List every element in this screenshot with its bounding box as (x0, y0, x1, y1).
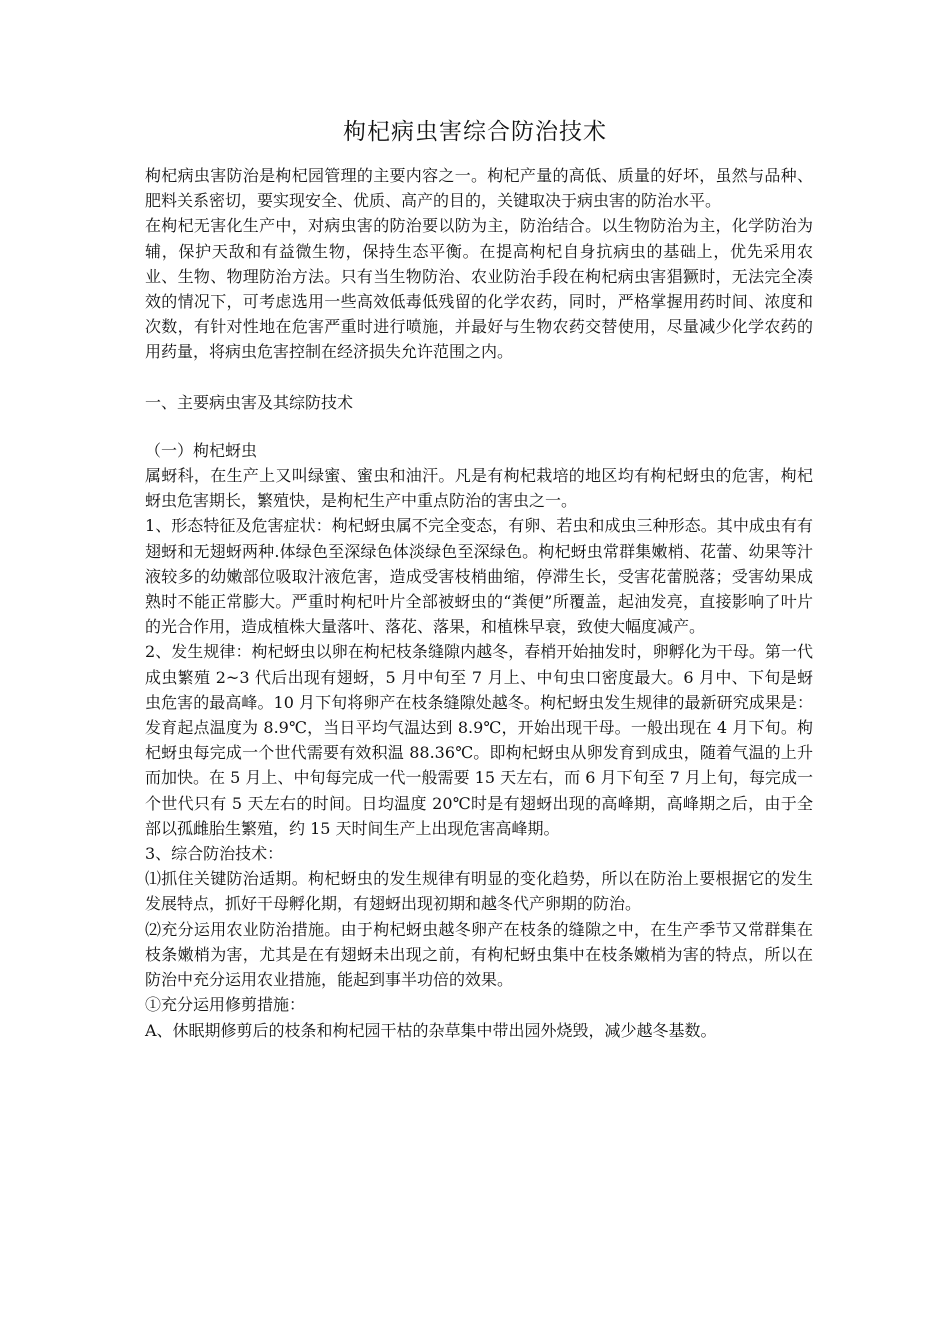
document-title: 枸杞病虫害综合防治技术 (343, 119, 607, 145)
section-paragraph: 1、形态特征及危害症状：枸杞蚜虫属不完全变态，有卵、若虫和成虫三种形态。其中成虫有有翅蚜和无翅蚜两种.体绿色至深绿色体淡绿色至深绿色。枸杞蚜虫常群集嫩梢、花蕾、幼果等汁液较多的幼嫩部位吸取汁液危害，造成受害枝梢曲缩，停滞生长，受害花蕾脱落；受害幼果成熟时不能正常膨大。严重时枸杞叶片全部被蚜虫的“粪便”所覆盖，起油发亮，直接影响了叶片的光合作用，造成植株大量落叶、落花、落果，和植株早衰，致使大幅度减产。 (145, 516, 813, 637)
section-paragraph: ①充分运用修剪措施： (145, 995, 306, 1015)
section-paragraph: 属蚜科，在生产上又叫绿蜜、蜜虫和油汗。凡是有枸杞栽培的地区均有枸杞蚜虫的危害，枸杞蚜虫危害期长，繁殖快，是枸杞生产中重点防治的害虫之一。 (145, 466, 813, 511)
section-paragraph: A、休眠期修剪后的枝条和枸杞园干枯的杂草集中带出园外烧毁，减少越冬基数。 (145, 1020, 717, 1040)
section-paragraph: ⑴抓住关键防治适期。枸杞蚜虫的发生规律有明显的变化趋势，所以在防治上要根据它的发生发展特点，抓好干母孵化期，有翅蚜出现初期和越冬代产卵期的防治。 (145, 869, 813, 914)
section-paragraph: ⑵充分运用农业防治措施。由于枸杞蚜虫越冬卵产在枝条的缝隙之中，在生产季节又常群集在枝条嫩梢为害，尤其是在有翅蚜未出现之前，有枸杞蚜虫集中在枝条嫩梢为害的特点，所以在防治中充分运用农业措施，能起到事半功倍的效果。 (145, 919, 813, 990)
intro-paragraph: 在枸杞无害化生产中，对病虫害的防治要以防为主，防治结合。以生物防治为主，化学防治为辅，保护天敌和有益微生物，保持生态平衡。在提高枸杞自身抗病虫的基础上，优先采用农业、生物、物理防治方法。只有当生物防治、农业防治手段在枸杞病虫害猖獗时，无法完全凑效的情况下，可考虑选用一些高效低毒低残留的化学农药，同时，严格掌握用药时间、浓度和次数，有针对性地在危害严重时进行喷施，并最好与生物农药交替使用，尽量减少化学农药的用药量，将病虫危害控制在经济损失允许范围之内。 (145, 216, 813, 362)
intro-paragraph: 枸杞病虫害防治是枸杞园管理的主要内容之一。枸杞产量的高低、质量的好坏，虽然与品种、肥料关系密切，要实现安全、优质、高产的目的，关键取决于病虫害的防治水平。 (145, 166, 813, 211)
paragraph-spacer (145, 415, 813, 438)
document-body (145, 163, 813, 1043)
section-heading: 一、主要病虫害及其综防技术 (145, 392, 354, 412)
subsection-heading: （一）枸杞蚜虫 (145, 440, 258, 460)
paragraph-spacer (145, 365, 813, 390)
section-paragraph: 2、发生规律：枸杞蚜虫以卵在枸杞枝条缝隙内越冬，春梢开始抽发时，卵孵化为干母。第一代成虫繁殖 2~3 代后出现有翅蚜，5 月中旬至 7 月上、中旬虫口密度最大。6 月中、下旬是蚜虫危害的最高峰。10 月下旬将卵产在枝条缝隙处越冬。枸杞蚜虫发生规律的最新研究成果是：发育起点温度为 8.9℃，当日平均气温达到 8.9℃，开始出现干母。一般出现在 4 月下旬。枸杞蚜虫每完成一个世代需要有效积温 88.36℃。即枸杞蚜虫从卵发育到成虫，随着气温的上升而加快。在 5 月上、中旬每完成一代一般需要 15 天左右，而 6 月下旬至 7 月上旬，每完成一个世代只有 5 天左右的时间。日均温度 20℃时是有翅蚜出现的高峰期，高峰期之后，由于全部以孤雌胎生繁殖，约 15 天时间生产上出现危害高峰期。 (145, 642, 813, 838)
section-paragraph: 3、综合防治技术： (145, 844, 284, 864)
